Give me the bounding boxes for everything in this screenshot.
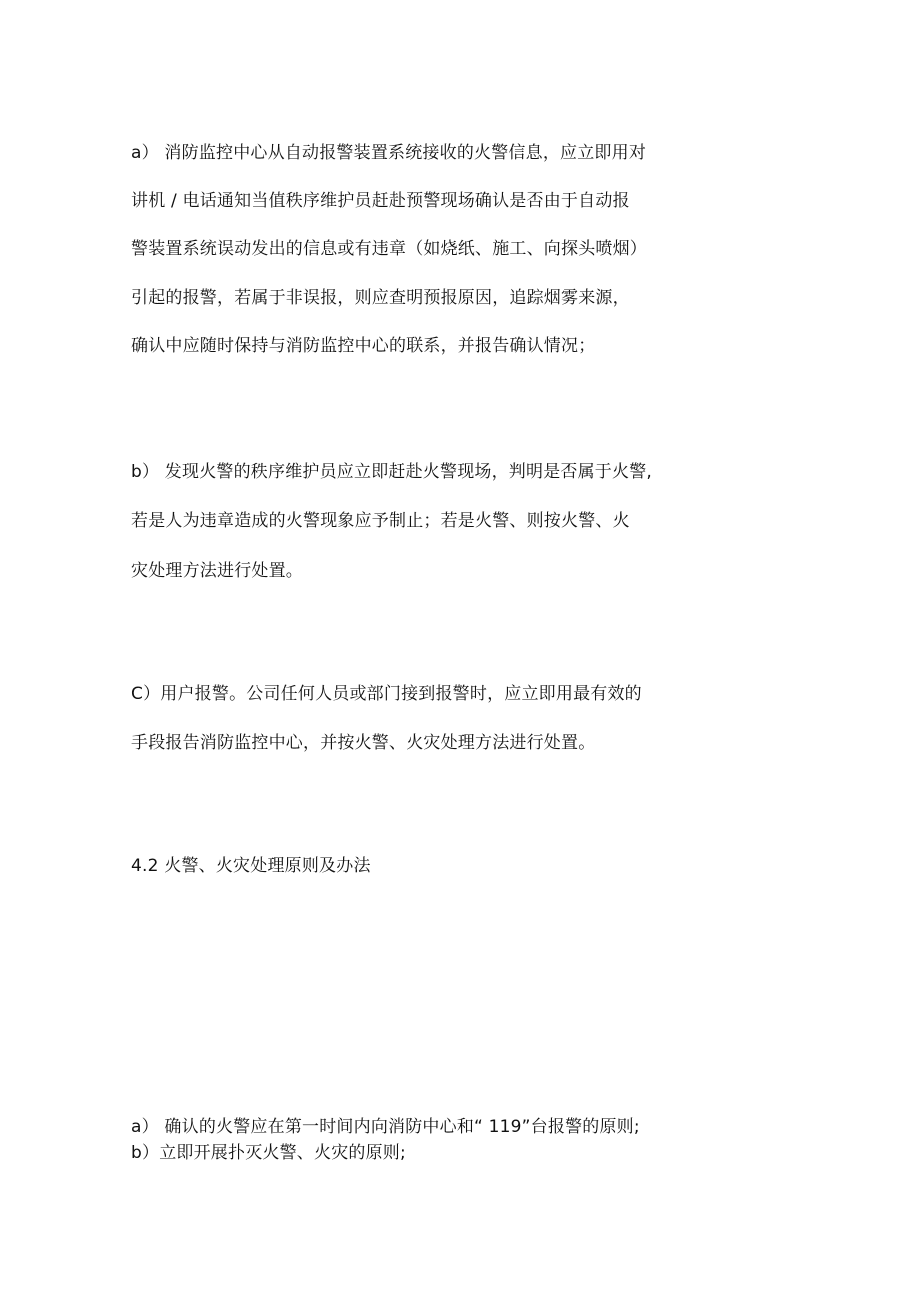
- paragraph-a-line: 确认中应随时保持与消防监控中心的联系，并报告确认情况；: [131, 336, 596, 356]
- paragraph-c-line: 手段报告消防监控中心，并按火警、火灾处理方法进行处置。: [131, 733, 596, 753]
- principle-item: a） 确认的火警应在第一时间内向消防中心和“ 119”台报警的原则;: [131, 1117, 640, 1137]
- paragraph-a-line: 警装置系统误动发出的信息或有违章（如烧纸、施工、向探头喷烟）: [131, 239, 647, 259]
- paragraph-a-line: 讲机 / 电话通知当值秩序维护员赶赴预警现场确认是否由于自动报: [131, 191, 630, 211]
- section-heading: 4.2 火警、火灾处理原则及办法: [131, 856, 371, 876]
- paragraph-c-line: C）用户报警。公司任何人员或部门接到报警时，应立即用最有效的: [131, 684, 642, 704]
- paragraph-a-line: a） 消防监控中心从自动报警装置系统接收的火警信息，应立即用对: [131, 143, 647, 163]
- principle-item: b）立即开展扑灭火警、火灾的原则;: [131, 1143, 406, 1163]
- paragraph-b-line: 灾处理方法进行处置。: [131, 561, 303, 581]
- paragraph-b-line: b） 发现火警的秩序维护员应立即赶赴火警现场，判明是否属于火警,: [131, 462, 652, 482]
- paragraph-b-line: 若是人为违章造成的火警现象应予制止；若是火警、则按火警、火: [131, 511, 630, 531]
- paragraph-a-line: 引起的报警，若属于非误报，则应查明预报原因，追踪烟雾来源，: [131, 288, 630, 308]
